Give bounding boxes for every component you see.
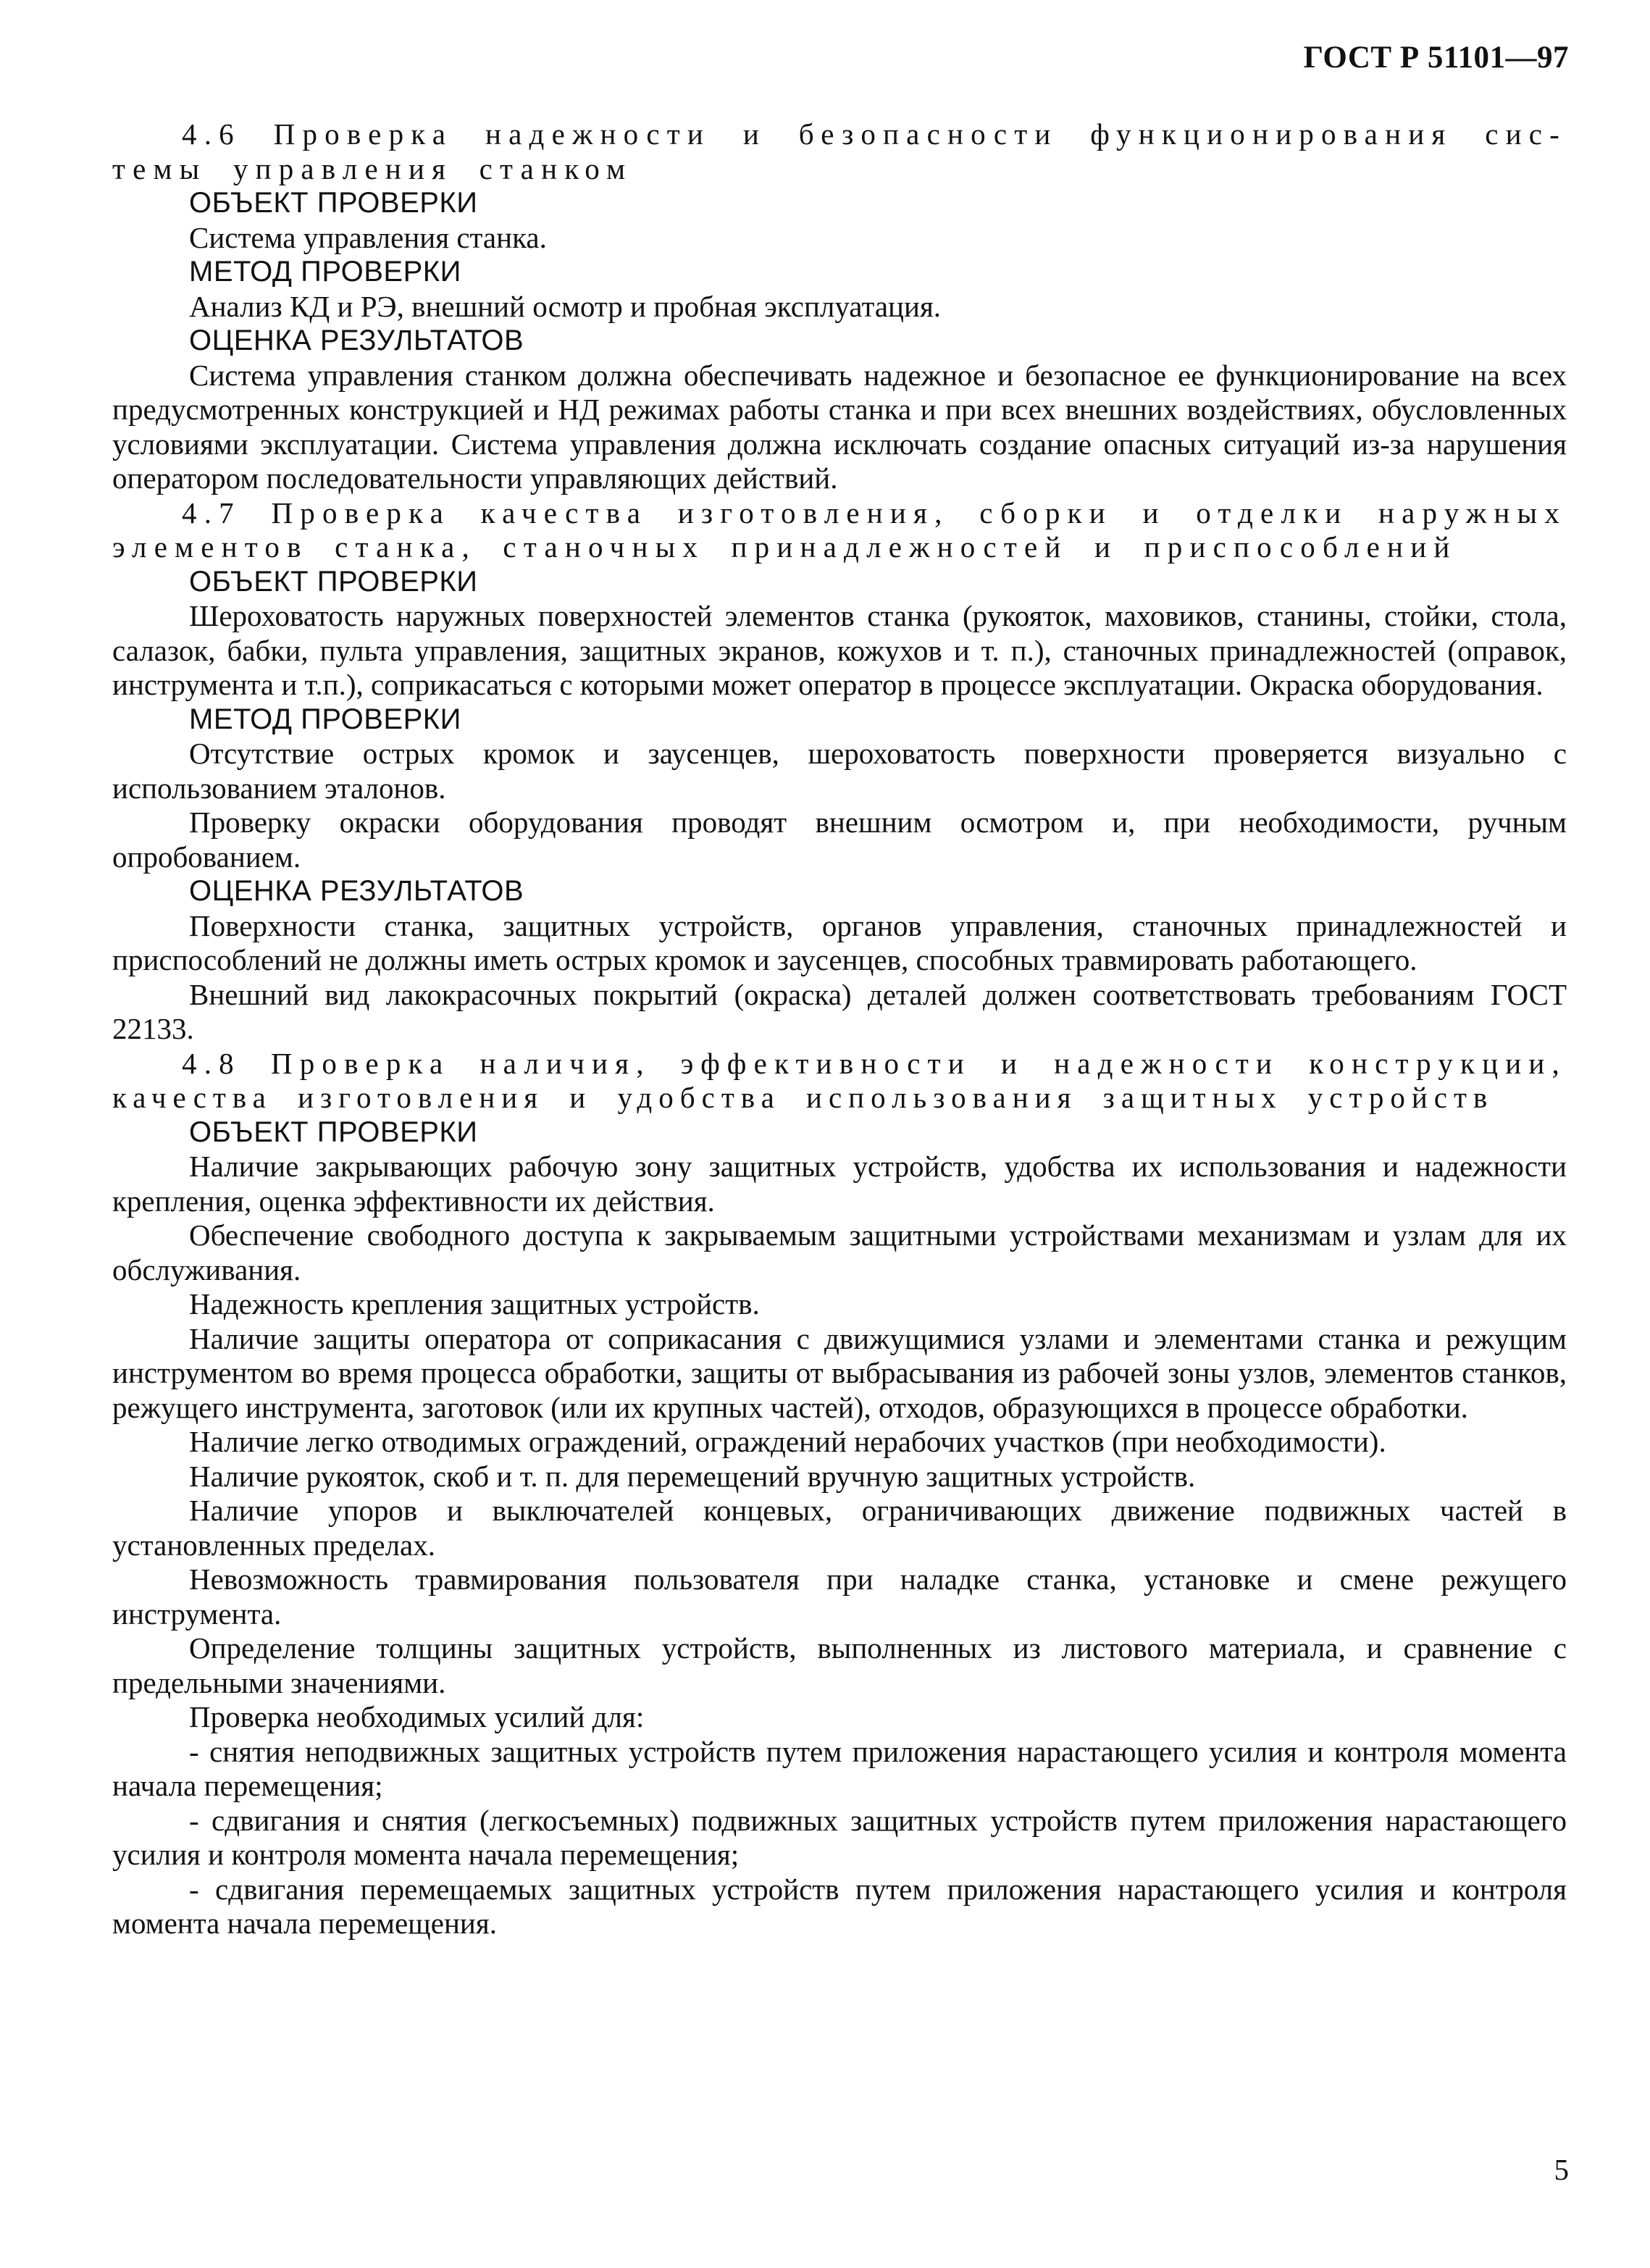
object-heading: ОБЪЕКТ ПРОВЕРКИ — [189, 187, 478, 219]
paragraph: Анализ КД и РЭ, внешний осмотр и пробная эксплуатация. — [189, 289, 942, 323]
paragraph: Наличие рукояток, скоб и т. п. для перемещений вручную защитных устройств. — [189, 1459, 1196, 1493]
section-title-line: 4.6 Проверка надежности и безопасности функционирования сис- — [182, 117, 1567, 151]
paragraph: Проверку окраски оборудования проводят внешним осмотром и, при необходимости, ручным опробованием. — [112, 805, 1567, 874]
paragraph: Наличие закрывающих рабочую зону защитных устройств, удобства их использования и надежности крепления, оценка эффективности их действия. — [112, 1150, 1567, 1218]
paragraph: Наличие упоров и выключателей концевых, ограничивающих движение подвижных частей в установленных пределах. — [112, 1494, 1567, 1562]
section-title-line: 4.8 Проверка наличия, эффективности и надежности конструкции, — [182, 1046, 1567, 1080]
section-4-6-title — [112, 117, 1567, 186]
paragraph: Внешний вид лакокрасочных покрытий (окраска) деталей должен соответствовать требованиям ГОСТ 22133. — [112, 977, 1567, 1045]
method-heading: МЕТОД ПРОВЕРКИ — [189, 256, 461, 288]
list-item: - снятия неподвижных защитных устройств путем приложения нарастающего усилия и контроля момента начала перемещения; — [112, 1734, 1567, 1802]
list-item: - сдвигания перемещаемых защитных устройств путем приложения нарастающего усилия и контроля момента начала перемещения. — [112, 1872, 1567, 1940]
result-heading: ОЦЕНКА РЕЗУЛЬТАТОВ — [189, 875, 524, 907]
paragraph: Система управления станка. — [189, 220, 547, 254]
object-heading: ОБЪЕКТ ПРОВЕРКИ — [189, 565, 478, 598]
document-header: ГОСТ Р 51101—97 — [1303, 41, 1569, 75]
paragraph: Наличие защиты оператора от соприкасания с движущимися узлами и элементами станка и режущим инструментом во время процесса обработки, защиты от выбрасывания из рабочей зоны узлов, элементов станков, режущего инструмента, заготовок (или их крупных частей), отходов, образующихся в процессе обработки. — [112, 1321, 1567, 1424]
paragraph: Наличие легко отводимых ограждений, ограждений нерабочих участков (при необходимости). — [189, 1425, 1386, 1458]
list-item: - сдвигания и снятия (легкосъемных) подвижных защитных устройств путем приложения нарастающего усилия и контроля момента начала перемещения; — [112, 1803, 1567, 1871]
method-heading: МЕТОД ПРОВЕРКИ — [189, 703, 461, 735]
section-title-line: качества изготовления и удобства использования защитных устройств — [112, 1081, 1494, 1114]
section-title-line: темы управления станком — [112, 151, 633, 185]
paragraph: Отсутствие острых кромок и заусенцев, шероховатость поверхности проверяется визуально с использованием эталонов. — [112, 737, 1567, 805]
object-heading: ОБЪЕКТ ПРОВЕРКИ — [189, 1116, 478, 1148]
section-title-line: элементов станка, станочных принадлежностей и приспособлений — [112, 530, 1457, 564]
paragraph: Надежность крепления защитных устройств. — [189, 1287, 760, 1321]
section-title-line: 4.7 Проверка качества изготовления, сборки и отделки наружных — [182, 495, 1567, 530]
paragraph: Обеспечение свободного доступа к закрываемым защитными устройствами механизмам и узлам для их обслуживания. — [112, 1218, 1567, 1286]
section-4-8-title — [112, 1047, 1567, 1116]
paragraph: Невозможность травмирования пользователя при наладке станка, установке и смене режущего инструмента. — [112, 1562, 1567, 1631]
result-heading: ОЦЕНКА РЕЗУЛЬТАТОВ — [189, 325, 524, 356]
paragraph: Система управления станком должна обеспечивать надежное и безопасное ее функционирование на всех предусмотренных конструкцией и НД режимах работы станка и при всех внешних воздействиях, обусловленных условиями эксплуатации. Система управления должна исключать создание опасных ситуаций из-за нарушения оператором последовательности управляющих действий. — [112, 358, 1567, 495]
paragraph: Поверхности станка, защитных устройств, органов управления, станочных принадлежностей и приспособлений не должны иметь острых кромок и заусенцев, способных травмировать работающего. — [112, 908, 1567, 976]
paragraph: Определение толщины защитных устройств, выполненных из листового материала, и сравнение с предельными значениями. — [112, 1631, 1567, 1699]
paragraph: Проверка необходимых усилий для: — [189, 1700, 645, 1733]
document-body — [112, 117, 1567, 1941]
paragraph: Шероховатость наружных поверхностей элементов станка (рукояток, маховиков, станины, стойки, стола, салазок, бабки, пульта управления, защитных экранов, кожухов и т. п.), станочных принадлежностей (оправок, инструмента и т.п.), соприкасаться с которыми может оператор в процессе эксплуатации. Окраска оборудования. — [112, 599, 1567, 701]
section-4-7-title — [112, 496, 1567, 565]
page-number: 5 — [1554, 2152, 1569, 2186]
